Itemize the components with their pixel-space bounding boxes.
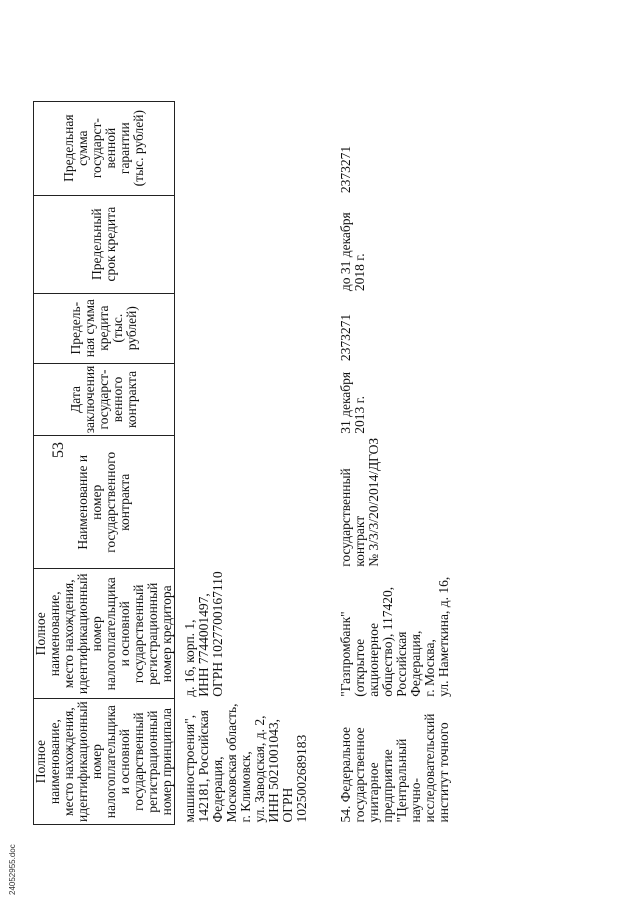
cell-principal: 54. Федеральное государственное унитарное предприятие "Центральный научно- исследовательский институт точного (338, 713, 451, 823)
header-guarantee-sum: Предельная сумма государст- венной гарантии (тыс. рублей) (34, 101, 175, 195)
header-contract-date: Дата заключения государст- венного контракта (34, 363, 175, 436)
cell-creditor: д. 16, корп. 1, ИНН 7744001497, ОГРН 1027700167110 (182, 571, 225, 697)
cell-contract (175, 436, 334, 569)
header-contract: Наименование и номер государственного контракта (34, 436, 175, 569)
cell-contract-date (175, 363, 334, 436)
page-number: 53 (50, 442, 67, 458)
cell-credit-sum (175, 293, 334, 363)
cell-creditor: "Газпромбанк" (открытое акционерное общество), 117420, Российская Федерация, г. Москва, ул. Наметкина, д. 16, (338, 576, 451, 697)
table-row (175, 101, 334, 824)
cell-guarantee-sum: 2373271 (338, 145, 353, 194)
cell-guarantee-sum (175, 101, 334, 195)
header-row (34, 101, 175, 824)
header-credit-term: Предельный срок кредита (34, 195, 175, 293)
cell-contract: государственный контракт № 3/3/3/20/2014/ДГОЗ (338, 437, 381, 567)
cell-credit-term (175, 195, 334, 293)
document-id: 24052955.doc (8, 844, 17, 895)
header-credit-sum: Предель- ная сумма кредита (тыс. рублей) (34, 293, 175, 363)
cell-credit-sum: 2373271 (338, 313, 353, 362)
cell-principal: машиностроения", 142181, Российская Федерация, Московская область, г. Климовск, ул. Заводская, д. 2, ИНН 5021001043, ОГРН 1025002689183 (182, 703, 309, 823)
cell-credit-term: до 31 декабря 2018 г. (338, 212, 367, 292)
header-principal: Полное наименование, место нахождения, идентификационный номер налогоплательщика и основной государственный регистрационный номер принципала (34, 699, 175, 825)
guarantee-table (33, 101, 451, 825)
cell-contract-date: 31 декабря 2013 г. (338, 371, 367, 434)
table-row (333, 101, 451, 824)
header-creditor: Полное наименование, место нахождения, идентификационный номер налогоплательщика и основной государственный регистрационный номер кредитора (34, 569, 175, 699)
